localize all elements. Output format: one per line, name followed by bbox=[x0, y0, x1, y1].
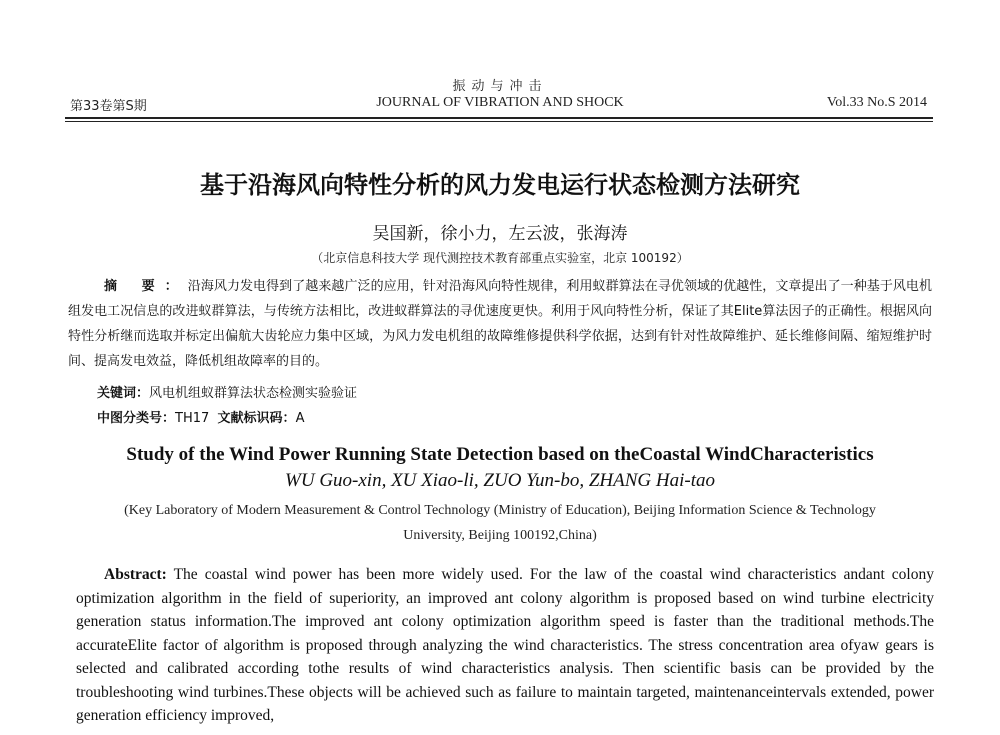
keywords-label-cn: 关键词： bbox=[97, 386, 150, 401]
classification-cn bbox=[97, 407, 304, 426]
class-value-cn: TH17 bbox=[175, 411, 210, 426]
header-rule-thin bbox=[65, 121, 933, 122]
doc-value-cn: A bbox=[295, 411, 305, 426]
authors-cn: 吴国新，徐小力，左云波，张海涛 bbox=[372, 224, 628, 244]
abstract-label-cn: 摘 要： bbox=[104, 279, 188, 294]
doc-label-cn: 文献标识码： bbox=[217, 411, 296, 426]
class-label-cn: 中图分类号： bbox=[97, 411, 176, 426]
volume-cn: 第33卷第S期 bbox=[70, 99, 147, 114]
keywords-text-cn: 风电机组蚁群算法状态检测实验验证 bbox=[149, 386, 358, 401]
keywords-cn bbox=[97, 382, 357, 401]
abstract-text-cn: 沿海风力发电得到了越来越广泛的应用，针对沿海风向特性规律，利用蚁群算法在寻优领域的优越性，文章提出了一种基于风电机组发电工况信息的改进蚁群算法，与传统方法相比，改进蚁群算法的寻优速度更快。利用于风向特性分析，保证了其Elite算法因子的正确性。根据风向特性分析继而选取并标定出偏航大齿轮应力集中区域，为风力发电机组的故障维修提供科学依据，达到有针对性故障维护、延长维修间隔、缩短维护时间、提高发电效益，降低机组故障率的目的。 bbox=[68, 279, 932, 369]
journal-name-cn: 振动与冲击 bbox=[452, 79, 548, 94]
affiliation-en: (Key Laboratory of Modern Measurement & Control Technology (Ministry of Education), Beijing Information Science & Technology University, Beijing 100192,China) bbox=[124, 503, 876, 543]
abstract-text-en: The coastal wind power has been more widely used. For the law of the coastal wind characteristics andant colony optimization algorithm in the field of superiority, an improved ant colony algorithm is proposed based on wind turbine electricity generation status information.The improved ant colony optimization algorithm speed is faster than the traditional methods.The accurateElite factor of algorithm is proposed through analyzing the wind characteristics. The stress concentration area ofyaw gears is selected and calibrated according tothe results of wind characteristics analysis. Then scientific basis can be provided by the troubleshooting wind turbines.These objects will be achieved such as failure to maintain targeted, maintenanceintervals extended, power generation efficiency improved, bbox=[76, 566, 934, 724]
volume-en: Vol.33 No.S 2014 bbox=[826, 95, 927, 110]
abstract-en bbox=[76, 563, 934, 728]
abstract-label-en: Abstract: bbox=[104, 566, 167, 583]
affiliation-cn: （北京信息科技大学 现代测控技术教育部重点实验室，北京 100192） bbox=[311, 251, 689, 265]
paper-title-en: Study of the Wind Power Running State Detection based on theCoastal WindCharacteristics bbox=[126, 444, 874, 465]
authors-en: WU Guo-xin, XU Xiao-li, ZUO Yun-bo, ZHANG Hai-tao bbox=[285, 470, 715, 491]
abstract-cn bbox=[68, 274, 932, 374]
journal-name-en: JOURNAL OF VIBRATION AND SHOCK bbox=[376, 95, 624, 110]
header-rule-thick bbox=[65, 117, 933, 119]
paper-title-cn: 基于沿海风向特性分析的风力发电运行状态检测方法研究 bbox=[200, 171, 800, 199]
